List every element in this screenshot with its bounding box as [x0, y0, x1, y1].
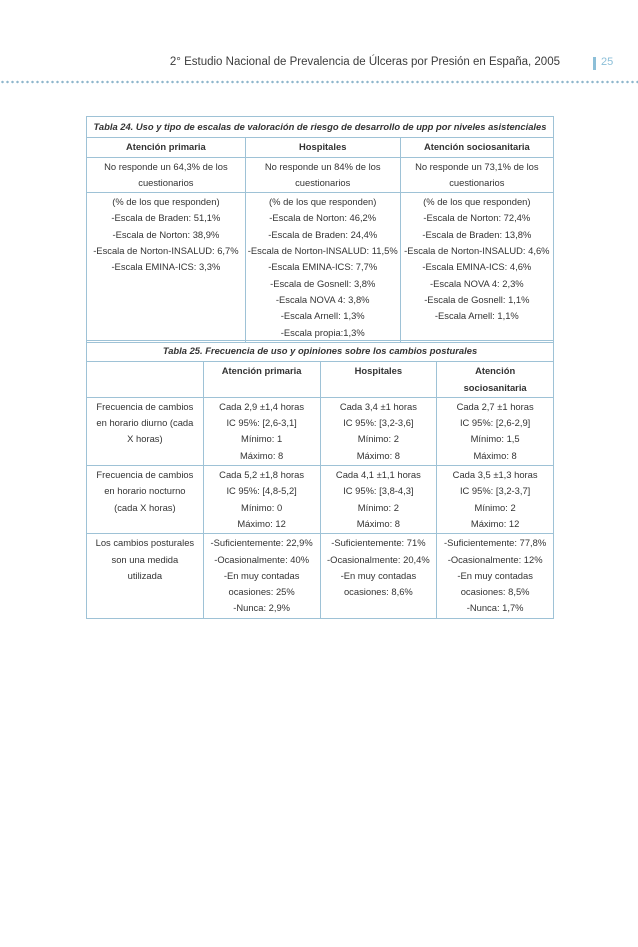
t25-cell: Cada 3,4 ±1 horas IC 95%: [3,2-3,6] Mínimo: 2 Máximo: 8 — [320, 397, 437, 465]
t25-cell: -Suficientemente: 77,8% -Ocasionalmente: 12% -En muy contadas ocasiones: 8,5% -Nunca: 1,7% — [437, 534, 554, 618]
table-24-caption: Tabla 24. Uso y tipo de escalas de valoración de riesgo de desarrollo de upp por niveles asistenciales — [87, 117, 554, 138]
table-25-caption: Tabla 25. Frecuencia de uso y opiniones sobre los cambios posturales — [87, 341, 554, 362]
table-row — [87, 534, 554, 618]
page-header — [0, 52, 638, 72]
t25-cell: -Suficientemente: 22,9% -Ocasionalmente: 40% -En muy contadas ocasiones: 25% -Nunca: 2,9% — [203, 534, 320, 618]
header-accent-bar — [593, 57, 596, 70]
t25-row-label: Los cambios posturales son una medida utilizada — [87, 534, 204, 618]
t25-header-empty — [87, 362, 204, 398]
table-24 — [86, 116, 554, 343]
t25-cell: Cada 2,7 ±1 horas IC 95%: [2,6-2,9] Mínimo: 1,5 Máximo: 8 — [437, 397, 554, 465]
t25-row-label: Frecuencia de cambios en horario diurno (cada X horas) — [87, 397, 204, 465]
t25-cell: Cada 2,9 ±1,4 horas IC 95%: [2,6-3,1] Mínimo: 1 Máximo: 8 — [203, 397, 320, 465]
t25-cell: Cada 3,5 ±1,3 horas IC 95%: [3,2-3,7] Mínimo: 2 Máximo: 12 — [437, 466, 554, 534]
table-row — [87, 157, 554, 193]
t24-cell: (% de los que responden) -Escala de Norton: 72,4% -Escala de Braden: 13,8% -Escala de Norton-INSALUD: 4,6% -Escala EMINA-ICS: 4,6% -Escala NOVA 4: 2,3% -Escala de Gosnell: 1,1% -Escala Arnell: 1,1% — [400, 193, 553, 343]
t24-cell: (% de los que responden) -Escala de Braden: 51,1% -Escala de Norton: 38,9% -Escala de Norton-INSALUD: 6,7% -Escala EMINA-ICS: 3,3% — [87, 193, 246, 343]
t24-cell: No responde un 64,3% de los cuestionarios — [87, 157, 246, 193]
table-row — [87, 193, 554, 343]
t24-header-hospitales: Hospitales — [245, 138, 400, 157]
t25-header-primaria: Atención primaria — [203, 362, 320, 398]
t25-header-sociosanitaria: Atención sociosanitaria — [437, 362, 554, 398]
running-title: 2° Estudio Nacional de Prevalencia de Úlceras por Presión en España, 2005 — [169, 56, 560, 68]
t25-cell: Cada 4,1 ±1,1 horas IC 95%: [3,8-4,3] Mínimo: 2 Máximo: 8 — [320, 466, 437, 534]
table-row — [87, 466, 554, 534]
table-row — [87, 397, 554, 465]
dotted-divider — [0, 80, 638, 84]
t24-header-primaria: Atención primaria — [87, 138, 246, 157]
t24-cell: (% de los que responden) -Escala de Norton: 46,2% -Escala de Braden: 24,4% -Escala de Norton-INSALUD: 11,5% -Escala EMINA-ICS: 7,7% -Escala de Gosnell: 3,8% -Escala NOVA 4: 3,8% -Escala Arnell: 1,3% -Escala propia:1,3% — [245, 193, 400, 343]
t25-row-label: Frecuencia de cambios en horario nocturno (cada X horas) — [87, 466, 204, 534]
t24-header-sociosanitaria: Atención sociosanitaria — [400, 138, 553, 157]
table-25 — [86, 340, 554, 619]
t24-cell: No responde un 84% de los cuestionarios — [245, 157, 400, 193]
t25-cell: -Suficientemente: 71% -Ocasionalmente: 20,4% -En muy contadas ocasiones: 8,6% — [320, 534, 437, 618]
t25-cell: Cada 5,2 ±1,8 horas IC 95%: [4,8-5,2] Mínimo: 0 Máximo: 12 — [203, 466, 320, 534]
page-number: 25 — [601, 56, 614, 68]
t24-cell: No responde un 73,1% de los cuestionarios — [400, 157, 553, 193]
t25-header-hospitales: Hospitales — [320, 362, 437, 398]
